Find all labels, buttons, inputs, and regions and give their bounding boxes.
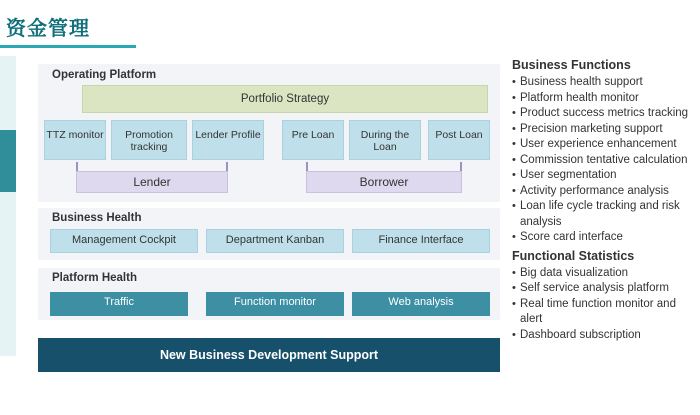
- page-title-text: 资金管理: [6, 17, 90, 40]
- list-item: • Self service analysis platform: [512, 281, 700, 297]
- business-health-item-finance-interface[interactable]: Finance Interface: [352, 229, 490, 253]
- chip-lender-profile[interactable]: Lender Profile: [192, 120, 264, 160]
- list-item: • Activity performance analysis: [512, 184, 700, 200]
- connector-borrower-left: [306, 162, 308, 171]
- portfolio-strategy-box[interactable]: Portfolio Strategy: [82, 85, 488, 113]
- connector-lender-right: [226, 162, 228, 171]
- business-functions-heading: Business Functions: [512, 58, 631, 72]
- business-health-item-management-cockpit[interactable]: Management Cockpit: [50, 229, 198, 253]
- platform-health-item-function-monitor[interactable]: Function monitor: [206, 292, 344, 316]
- functional-statistics-heading: Functional Statistics: [512, 248, 635, 263]
- list-item: • User segmentation: [512, 168, 700, 184]
- connector-lender-left: [76, 162, 78, 171]
- list-item: • Big data visualization: [512, 266, 700, 282]
- connector-borrower-right: [460, 162, 462, 171]
- role-box-lender[interactable]: Lender: [76, 171, 228, 193]
- list-item: • Loan life cycle tracking and risk analysis: [512, 199, 700, 230]
- platform-health-label: Platform Health: [52, 272, 137, 284]
- list-item: • User experience enhancement: [512, 137, 700, 153]
- business-functions-list: [512, 75, 700, 246]
- role-box-borrower[interactable]: Borrower: [306, 171, 462, 193]
- chip-ttz-monitor[interactable]: TTZ monitor: [44, 120, 106, 160]
- left-spine: [0, 56, 16, 356]
- new-business-development-support-bar[interactable]: New Business Development Support: [38, 338, 500, 372]
- page-title: [0, 8, 120, 44]
- list-item: • Score card interface: [512, 230, 700, 246]
- operating-platform-label: Operating Platform: [52, 69, 157, 81]
- list-item: • Real time function monitor and alert: [512, 297, 700, 328]
- chip-promotion-tracking[interactable]: Promotion tracking: [111, 120, 187, 160]
- platform-health-item-traffic[interactable]: Traffic: [50, 292, 188, 316]
- chip-during-the-loan[interactable]: During the Loan: [349, 120, 421, 160]
- chip-post-loan[interactable]: Post Loan: [428, 120, 490, 160]
- title-underline: [0, 45, 136, 48]
- list-item: • Commission tentative calculation: [512, 153, 700, 169]
- business-health-label: Business Health: [52, 212, 142, 224]
- list-item: • Platform health monitor: [512, 91, 700, 107]
- business-health-item-department-kanban[interactable]: Department Kanban: [206, 229, 344, 253]
- right-column: [512, 58, 700, 343]
- platform-health-item-web-analysis[interactable]: Web analysis: [352, 292, 490, 316]
- left-spine-highlight: [0, 130, 16, 192]
- chip-pre-loan[interactable]: Pre Loan: [282, 120, 344, 160]
- list-item: • Precision marketing support: [512, 122, 700, 138]
- list-item: • Dashboard subscription: [512, 328, 700, 344]
- list-item: • Product success metrics tracking: [512, 106, 700, 122]
- list-item: • Business health support: [512, 75, 700, 91]
- functional-statistics-list: [512, 266, 700, 344]
